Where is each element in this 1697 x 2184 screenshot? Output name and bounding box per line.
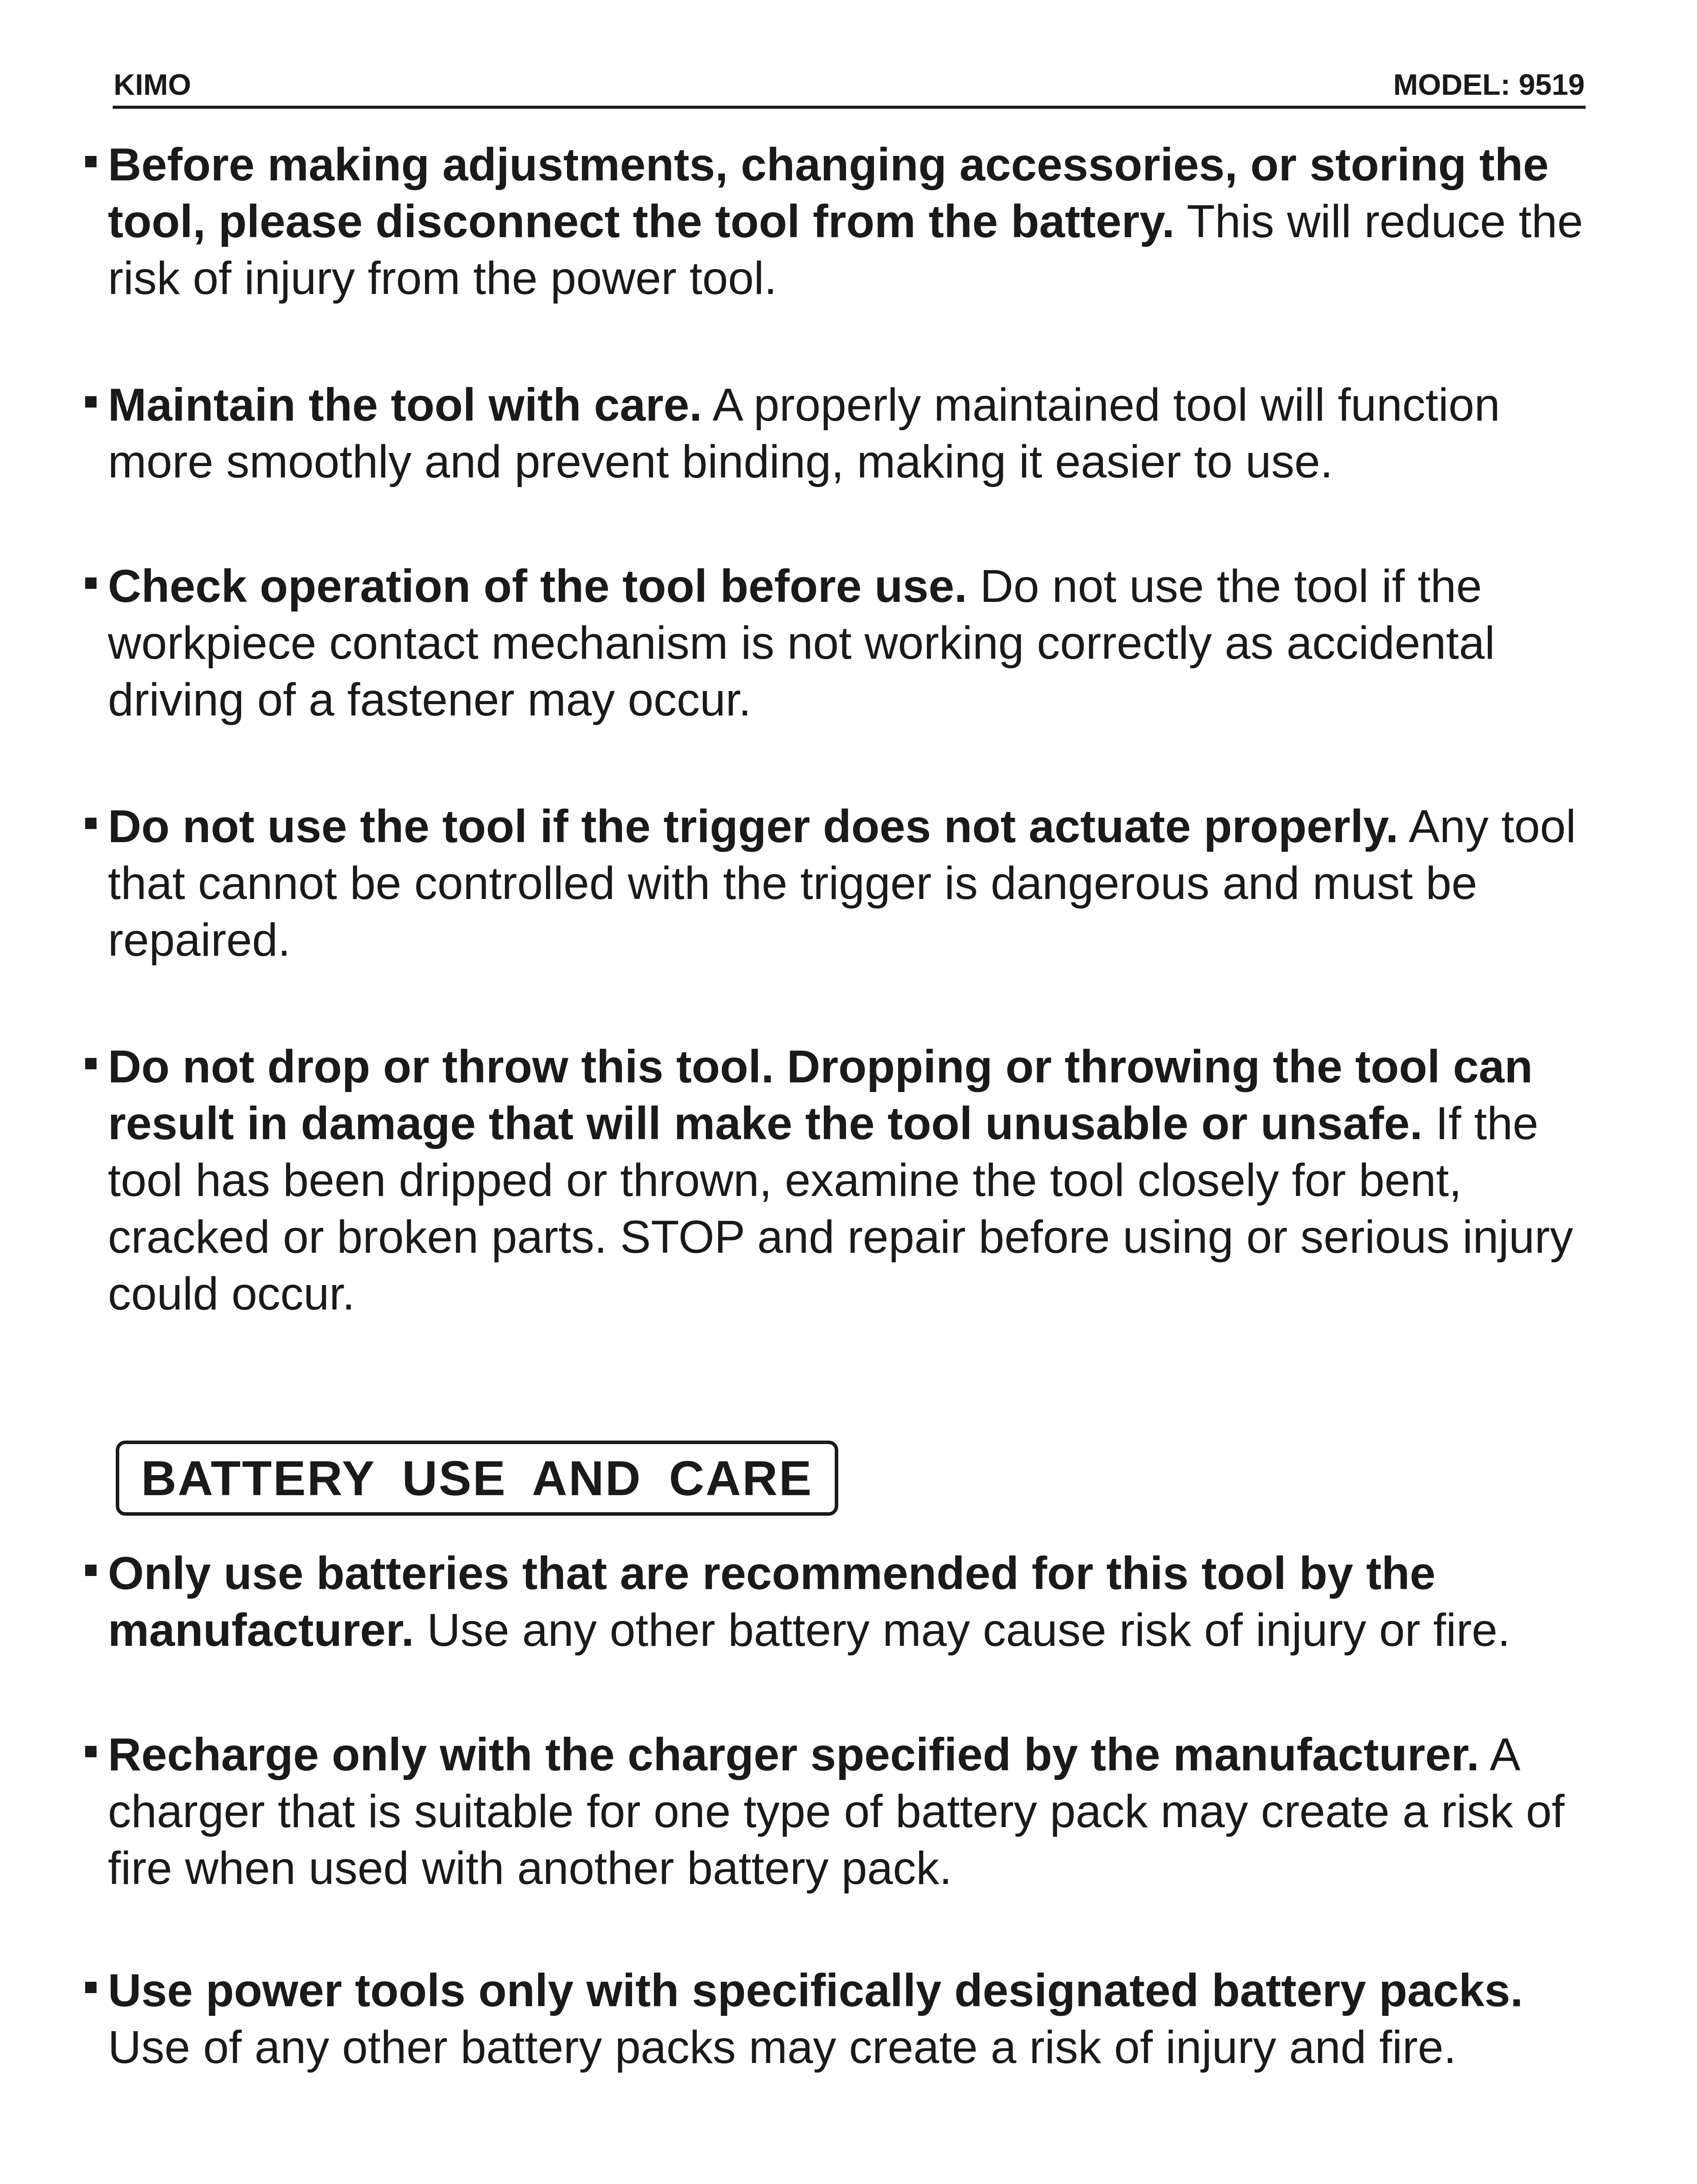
list-item-body: A properly maintained tool will function more smoothly and prevent binding, making it easier to use. bbox=[108, 379, 1500, 487]
list-item-text bbox=[108, 377, 1615, 490]
list-item-text bbox=[108, 558, 1615, 728]
list-item-body: This will reduce the risk of injury from the power tool. bbox=[108, 196, 1583, 304]
list-item-body: Use of any other battery packs may create a risk of injury and fire. bbox=[108, 2022, 1457, 2073]
section-heading: BATTERY USE AND CARE bbox=[141, 1451, 813, 1506]
bullet-icon bbox=[85, 1058, 97, 1069]
list-item-bold: Maintain the tool with care. bbox=[108, 379, 702, 431]
list-item-bold: Do not use the tool if the trigger does not actuate properly. bbox=[108, 801, 1399, 852]
list-item-body: If the tool has been dripped or thrown, examine the tool closely for bent, cracked or broken parts. STOP and repair before using or serious injury could occur. bbox=[108, 1098, 1573, 1320]
list-item-text bbox=[108, 1726, 1615, 1897]
list-item-body: A charger that is suitable for one type of battery pack may create a risk of fire when used with another battery pack. bbox=[108, 1729, 1565, 1894]
bullet-icon bbox=[85, 1982, 97, 1993]
list-item-bold: Do not drop or throw this tool. Dropping or throwing the tool can result in damage that will make the tool unusable or unsafe. bbox=[108, 1041, 1533, 1149]
list-item-body: Any tool that cannot be controlled with the trigger is dangerous and must be repaired. bbox=[108, 801, 1576, 966]
list-item-body: Use any other battery may cause risk of injury or fire. bbox=[414, 1604, 1510, 1656]
bullet-icon bbox=[85, 396, 97, 408]
page-header bbox=[113, 66, 1586, 109]
list-item-bold: Before making adjustments, changing accessories, or storing the tool, please disconnect the tool from the battery. bbox=[108, 139, 1549, 247]
model-number: MODEL: 9519 bbox=[1393, 68, 1585, 101]
bullet-icon bbox=[85, 1565, 97, 1576]
section-heading-box bbox=[116, 1441, 838, 1516]
list-item-text bbox=[108, 136, 1615, 307]
list-item-body: Do not use the tool if the workpiece contact mechanism is not working correctly as accidental driving of a fastener may occur. bbox=[108, 560, 1495, 726]
list-item-bold: Only use batteries that are recommended for this tool by the manufacturer. bbox=[108, 1548, 1436, 1656]
list-item-text bbox=[108, 1545, 1615, 1659]
list-item-text bbox=[108, 798, 1615, 968]
list-item-bold: Check operation of the tool before use. bbox=[108, 560, 968, 612]
bullet-icon bbox=[85, 1746, 97, 1757]
list-item-text bbox=[108, 1962, 1615, 2076]
list-item-text bbox=[108, 1038, 1615, 1322]
list-item-bold: Use power tools only with specifically designated battery packs. bbox=[108, 1965, 1523, 2016]
brand-name: KIMO bbox=[114, 68, 191, 101]
bullet-icon bbox=[85, 818, 97, 829]
bullet-icon bbox=[85, 577, 97, 589]
list-item-bold: Recharge only with the charger specified by the manufacturer. bbox=[108, 1729, 1479, 1780]
bullet-icon bbox=[85, 156, 97, 167]
